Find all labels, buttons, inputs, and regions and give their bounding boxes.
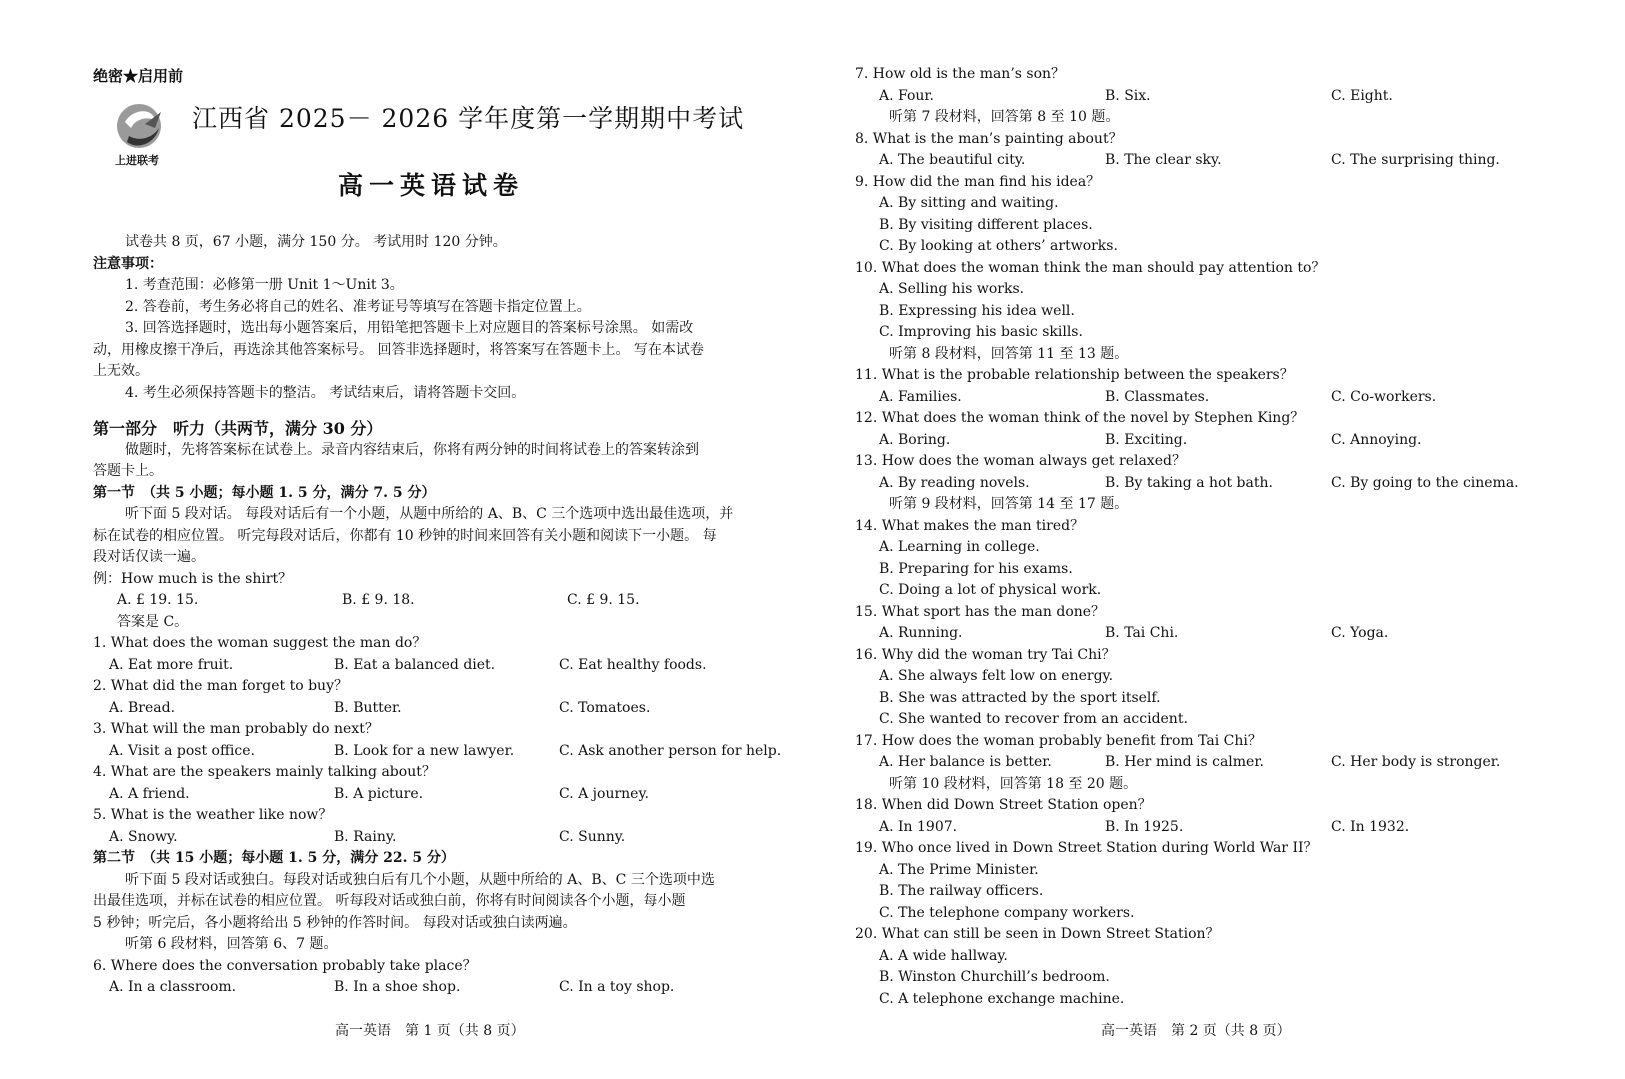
question: 3. What will the man probably do next？ xyxy=(93,721,379,737)
options xyxy=(93,741,783,763)
option-a: A. Four. xyxy=(879,87,935,104)
question: 6. Where does the conversation probably take place？ xyxy=(93,957,477,974)
paper-title: 高一英语试卷 xyxy=(338,171,525,200)
options xyxy=(855,150,1555,172)
note-line: 动，用橡皮擦干净后，再选涂其他答案标号。 回答非选择题时，将答案写在答题卡上。 写在本试卷 xyxy=(93,341,704,358)
material-instruction: 听第 7 段材料，回答第 8 至 10 题。 xyxy=(889,109,1120,125)
material-instruction: 听第 6 段材料，回答第 6、7 题。 xyxy=(125,936,338,952)
option: C. Doing a lot of physical work. xyxy=(879,582,1102,598)
note-line: 上无效。 xyxy=(93,363,149,379)
options xyxy=(855,86,1555,108)
option-c: C. Eight. xyxy=(1331,87,1393,104)
question: 8. What is the man’s painting about？ xyxy=(855,130,1123,147)
option-c: C. Yoga. xyxy=(1331,625,1389,641)
example-options xyxy=(93,590,783,612)
option-c: C. In a toy shop. xyxy=(559,979,675,995)
page-footer: 高一英语 第 2 页（共 8 页） xyxy=(1101,1023,1291,1039)
part1-heading: 第一部分 听力（共两节，满分 30 分） xyxy=(93,419,383,438)
options xyxy=(855,430,1555,452)
section1-intro-line: 段对话仅读一遍。 xyxy=(93,549,205,565)
option: C. Improving his basic skills. xyxy=(879,324,1083,340)
option-b: B. £ 9. 18. xyxy=(342,592,415,608)
exam-title: 江西省 2025－ 2026 学年度第一学期期中考试 xyxy=(192,104,745,133)
option: A. Selling his works. xyxy=(879,281,1025,297)
option-a: A. Families. xyxy=(879,388,962,405)
question: 7. How old is the man’s son？ xyxy=(855,66,1066,82)
question: 19. Who once lived in Down Street Station during World War II？ xyxy=(855,840,1318,856)
option-a: A. Eat more fruit. xyxy=(109,656,234,673)
option: B. Expressing his idea well. xyxy=(879,302,1075,319)
question: 9. How did the man find his idea？ xyxy=(855,173,1101,190)
section2-intro-line: 听下面 5 段对话或独白。每段对话或独白后有几个小题，从题中所给的 A、B、C 三个选项中选 xyxy=(125,871,715,888)
question: 2. What did the man forget to buy？ xyxy=(93,678,348,694)
option: A. The Prime Minister. xyxy=(879,861,1039,878)
option-c: C. In 1932. xyxy=(1331,818,1410,835)
option-b: B. In a shoe shop. xyxy=(334,979,461,995)
option: B. She was attracted by the sport itself. xyxy=(879,689,1161,706)
options xyxy=(855,817,1555,839)
option-a: A. In a classroom. xyxy=(109,979,237,995)
options xyxy=(93,698,783,720)
options xyxy=(855,387,1555,409)
option-b: B. In 1925. xyxy=(1105,818,1184,835)
option: C. The telephone company workers. xyxy=(879,904,1135,921)
option-c: C. Tomatoes. xyxy=(559,699,651,716)
option-c: C. Co-workers. xyxy=(1331,388,1437,405)
part1-intro-line: 答题卡上。 xyxy=(93,463,163,479)
section1-heading: 第一节 （共 5 小题；每小题 1. 5 分，满分 7. 5 分） xyxy=(93,484,436,501)
question: 15. What sport has the man done？ xyxy=(855,603,1106,620)
option-b: B. Six. xyxy=(1105,87,1151,104)
option-c: C. Her body is stronger. xyxy=(1331,754,1501,770)
options xyxy=(855,473,1555,495)
option-b: B. Rainy. xyxy=(334,828,397,845)
option: B. The railway officers. xyxy=(879,883,1044,899)
section2-intro-line: 5 秒钟；听完后，各小题将给出 5 秒钟的作答时间。 每段对话或独白读两遍。 xyxy=(93,914,577,931)
option-a: A. Boring. xyxy=(879,431,951,448)
option-c: C. The surprising thing. xyxy=(1331,152,1500,168)
note-line: 1. 考查范围：必修第一册 Unit 1～Unit 3。 xyxy=(125,277,404,293)
options xyxy=(93,784,783,806)
option: B. Winston Churchill’s bedroom. xyxy=(879,969,1110,985)
option-c: C. Ask another person for help. xyxy=(559,742,782,759)
right-content xyxy=(855,64,1555,1010)
note-line: 2. 答卷前，考生务必将自己的姓名、准考证号等填写在答题卡指定位置上。 xyxy=(125,298,591,315)
options xyxy=(93,977,783,999)
example-answer: 答案是 C。 xyxy=(117,613,189,630)
section1-intro-line: 听下面 5 段对话。 每段对话后有一个小题，从题中所给的 A、B、C 三个选项中选出最佳选项，并 xyxy=(125,506,734,522)
option: C. She wanted to recover from an accident. xyxy=(879,711,1188,727)
option: A. A wide hallway. xyxy=(879,947,1008,964)
option-c: C. By going to the cinema. xyxy=(1331,474,1519,491)
page-footer: 高一英语 第 1 页（共 8 页） xyxy=(335,1023,525,1039)
option-c: C. Sunny. xyxy=(559,828,626,845)
question: 10. What does the woman think the man should pay attention to？ xyxy=(855,259,1326,276)
question: 17. How does the woman probably benefit from Tai Chi？ xyxy=(855,732,1262,749)
option-a: A. The beautiful city. xyxy=(879,152,1026,168)
option-a: A. By reading novels. xyxy=(879,474,1030,491)
option: A. She always felt low on energy. xyxy=(879,668,1114,684)
question: 4. What are the speakers mainly talking about？ xyxy=(93,764,436,780)
option-b: B. Butter. xyxy=(334,699,402,716)
option-b: B. Exciting. xyxy=(1105,431,1188,448)
option-a: A. Her balance is better. xyxy=(879,754,1052,770)
intro-line: 试卷共 8 页，67 小题，满分 150 分。 考试用时 120 分钟。 xyxy=(125,234,507,250)
option: A. By sitting and waiting. xyxy=(879,195,1059,211)
note-line: 3. 回答选择题时，选出每小题答案后，用铅笔把答题卡上对应题目的答案标号涂黑。 如需改 xyxy=(125,320,694,336)
options xyxy=(93,655,783,677)
option-b: B. A picture. xyxy=(334,785,424,802)
option-b: B. Look for a new lawyer. xyxy=(334,742,515,759)
section2-intro-line: 出最佳选项，并标在试卷的相应位置。 听每段对话或独白前，你将有时间阅读各个小题，每小题 xyxy=(93,893,686,909)
option-a: A. Snowy. xyxy=(109,828,178,845)
question: 5. What is the weather like now？ xyxy=(93,807,333,823)
material-instruction: 听第 10 段材料，回答第 18 至 20 题。 xyxy=(889,775,1138,792)
option-a: A. £ 19. 15. xyxy=(117,592,199,608)
section1-intro-line: 标在试卷的相应位置。 听完每段对话后，你都有 10 秒钟的时间来回答有关小题和阅读下一小题。 每 xyxy=(93,527,717,544)
option-b: B. Tai Chi. xyxy=(1105,625,1179,641)
question: 18. When did Down Street Station open？ xyxy=(855,797,1152,813)
material-instruction: 听第 9 段材料，回答第 14 至 17 题。 xyxy=(889,496,1129,512)
option-a: A. Running. xyxy=(879,625,963,641)
option: B. Preparing for his exams. xyxy=(879,560,1073,577)
left-content xyxy=(93,232,783,999)
option-c: C. Eat healthy foods. xyxy=(559,656,707,673)
options xyxy=(93,827,783,849)
option-a: A. Visit a post office. xyxy=(109,742,255,759)
question: 1. What does the woman suggest the man do？ xyxy=(93,635,427,651)
material-instruction: 听第 8 段材料，回答第 11 至 13 题。 xyxy=(889,345,1129,362)
question: 16. Why did the woman try Tai Chi？ xyxy=(855,646,1116,663)
option-c: C. Annoying. xyxy=(1331,431,1422,448)
question: 11. What is the probable relationship between the speakers？ xyxy=(855,367,1294,383)
question: 20. What can still be seen in Down Street Station？ xyxy=(855,926,1220,942)
option-b: B. By taking a hot bath. xyxy=(1105,474,1273,491)
question: 14. What makes the man tired？ xyxy=(855,517,1085,534)
question: 13. How does the woman always get relaxed？ xyxy=(855,453,1186,469)
options xyxy=(855,752,1555,774)
logo-text: 上进联考 xyxy=(115,154,159,167)
options xyxy=(855,623,1555,645)
option: B. By visiting different places. xyxy=(879,216,1093,233)
option-a: A. In 1907. xyxy=(879,818,958,835)
notes-heading: 注意事项： xyxy=(93,255,163,272)
option-a: A. A friend. xyxy=(109,785,190,802)
option-a: A. Bread. xyxy=(109,699,176,716)
option: A. Learning in college. xyxy=(879,539,1040,555)
example-question: 例：How much is the shirt？ xyxy=(93,570,293,587)
option-b: B. The clear sky. xyxy=(1105,152,1222,168)
part1-intro-line: 做题时，先将答案标在试卷上。录音内容结束后，你将有两分钟的时间将试卷上的答案转涂到 xyxy=(125,441,699,458)
option-c: C. A journey. xyxy=(559,785,649,802)
option-b: B. Eat a balanced diet. xyxy=(334,656,496,673)
note-line: 4. 考生必须保持答题卡的整洁。 考试结束后，请将答题卡交回。 xyxy=(125,384,526,401)
confidential-label: 绝密★启用前 xyxy=(93,67,184,85)
option: C. A telephone exchange machine. xyxy=(879,990,1125,1007)
option-b: B. Her mind is calmer. xyxy=(1105,754,1264,770)
option: C. By looking at others’ artworks. xyxy=(879,238,1118,254)
option-b: B. Classmates. xyxy=(1105,388,1210,405)
option-c: C. £ 9. 15. xyxy=(567,592,640,608)
section2-heading: 第二节 （共 15 小题；每小题 1. 5 分，满分 22. 5 分） xyxy=(93,850,455,866)
question: 12. What does the woman think of the novel by Stephen King？ xyxy=(855,410,1305,426)
